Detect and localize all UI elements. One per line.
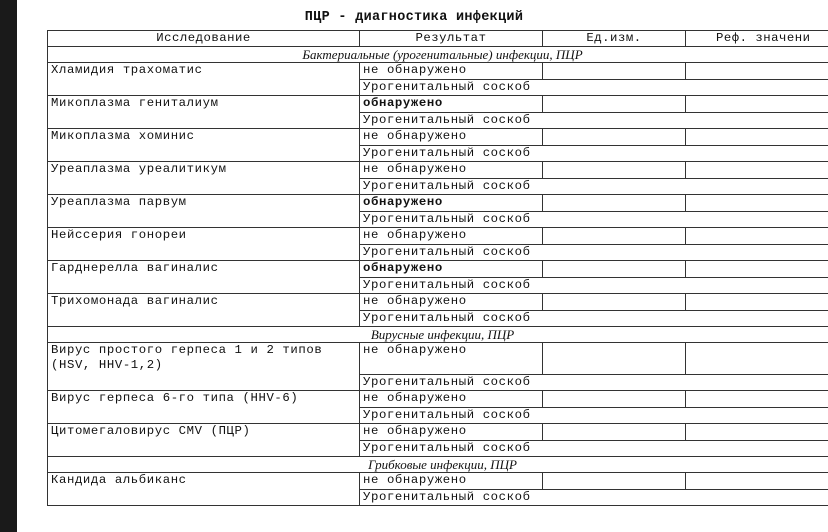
test-name-cell [48, 294, 360, 327]
test-name-cell [48, 261, 360, 294]
ref-cell [686, 129, 828, 146]
sample-type: Урогенитальный соскоб [360, 113, 828, 129]
sample-type: Урогенитальный соскоб [360, 146, 828, 162]
test-name: Нейссерия гонореи [51, 228, 187, 242]
unit-cell [543, 391, 686, 408]
result-value: не обнаружено [360, 294, 543, 311]
unit-cell [543, 96, 686, 113]
table-row [48, 162, 828, 179]
table-row [48, 228, 828, 245]
sample-type: Урогенитальный соскоб [360, 408, 828, 424]
test-name-cell [48, 129, 360, 162]
table-row [48, 63, 828, 80]
test-name: Хламидия трахоматис [51, 63, 203, 77]
ref-cell [686, 162, 828, 179]
page-title: ПЦР - диагностика инфекций [304, 10, 524, 25]
section-header-row [48, 457, 828, 473]
header-result: Результат [360, 31, 543, 47]
sample-type: Урогенитальный соскоб [360, 490, 828, 506]
test-name: Кандида альбиканс [51, 473, 187, 487]
test-name-cell [48, 473, 360, 506]
test-name: Уреаплазма уреалитикум [51, 162, 227, 176]
ref-cell [686, 424, 828, 441]
test-name-cell [48, 424, 360, 457]
test-name: Уреаплазма парвум [51, 195, 187, 209]
sample-type: Урогенитальный соскоб [360, 80, 828, 96]
result-value: не обнаружено [360, 162, 543, 179]
test-name-cell [48, 162, 360, 195]
result-value: не обнаружено [360, 63, 543, 80]
test-name: Микоплазма хоминис [51, 129, 195, 143]
test-name: Трихомонада вагиналис [51, 294, 219, 308]
sample-type: Урогенитальный соскоб [360, 311, 828, 327]
ref-cell [686, 195, 828, 212]
results-table [47, 30, 828, 506]
unit-cell [543, 424, 686, 441]
unit-cell [543, 261, 686, 278]
table-row [48, 424, 828, 441]
test-name-cell [48, 96, 360, 129]
test-name-extra: (HSV, HHV-1,2) [51, 358, 163, 372]
result-value: не обнаружено [360, 129, 543, 146]
ref-cell [686, 96, 828, 113]
table-header-row [48, 31, 828, 47]
test-name-cell [48, 195, 360, 228]
sample-type: Урогенитальный соскоб [360, 212, 828, 228]
ref-cell [686, 63, 828, 80]
sample-type: Урогенитальный соскоб [360, 179, 828, 195]
result-value: обнаружено [360, 96, 543, 113]
result-value: не обнаружено [360, 473, 543, 490]
screen-edge-bar [0, 0, 17, 532]
test-name: Гарднерелла вагиналис [51, 261, 219, 275]
unit-cell [543, 129, 686, 146]
result-value: обнаружено [360, 195, 543, 212]
unit-cell [543, 228, 686, 245]
table-row [48, 96, 828, 113]
sample-type: Урогенитальный соскоб [360, 278, 828, 294]
test-name-cell [48, 343, 360, 391]
ref-cell [686, 343, 828, 375]
section-header-row [48, 47, 828, 63]
table-row [48, 195, 828, 212]
sample-type: Урогенитальный соскоб [360, 245, 828, 261]
ref-cell [686, 294, 828, 311]
unit-cell [543, 195, 686, 212]
table-row [48, 294, 828, 311]
header-test: Исследование [48, 31, 360, 47]
section-title: Бактериальные (урогенитальные) инфекции, ПЦР [48, 47, 828, 63]
unit-cell [543, 63, 686, 80]
header-ref: Реф. значени [686, 31, 828, 47]
result-value: не обнаружено [360, 424, 543, 441]
section-title: Грибковые инфекции, ПЦР [48, 457, 828, 473]
table-row [48, 473, 828, 490]
unit-cell [543, 473, 686, 490]
result-value: не обнаружено [360, 343, 543, 375]
table-row [48, 343, 828, 375]
test-name-cell [48, 228, 360, 261]
sample-type: Урогенитальный соскоб [360, 441, 828, 457]
table-row [48, 129, 828, 146]
section-title: Вирусные инфекции, ПЦР [48, 327, 828, 343]
section-header-row [48, 327, 828, 343]
unit-cell [543, 343, 686, 375]
table-row [48, 261, 828, 278]
result-value: обнаружено [360, 261, 543, 278]
sample-type: Урогенитальный соскоб [360, 375, 828, 391]
test-name-cell [48, 63, 360, 96]
result-value: не обнаружено [360, 391, 543, 408]
result-value: не обнаружено [360, 228, 543, 245]
unit-cell [543, 294, 686, 311]
test-name: Цитомегаловирус CMV (ПЦР) [51, 424, 251, 438]
ref-cell [686, 228, 828, 245]
test-name: Вирус герпеса 6-го типа (HHV-6) [51, 391, 299, 405]
results-table-body [48, 31, 828, 506]
test-name: Вирус простого герпеса 1 и 2 типов [51, 343, 323, 357]
ref-cell [686, 391, 828, 408]
ref-cell [686, 261, 828, 278]
test-name: Микоплазма гениталиум [51, 96, 219, 110]
ref-cell [686, 473, 828, 490]
unit-cell [543, 162, 686, 179]
test-name-cell [48, 391, 360, 424]
table-row [48, 391, 828, 408]
header-unit: Ед.изм. [543, 31, 686, 47]
